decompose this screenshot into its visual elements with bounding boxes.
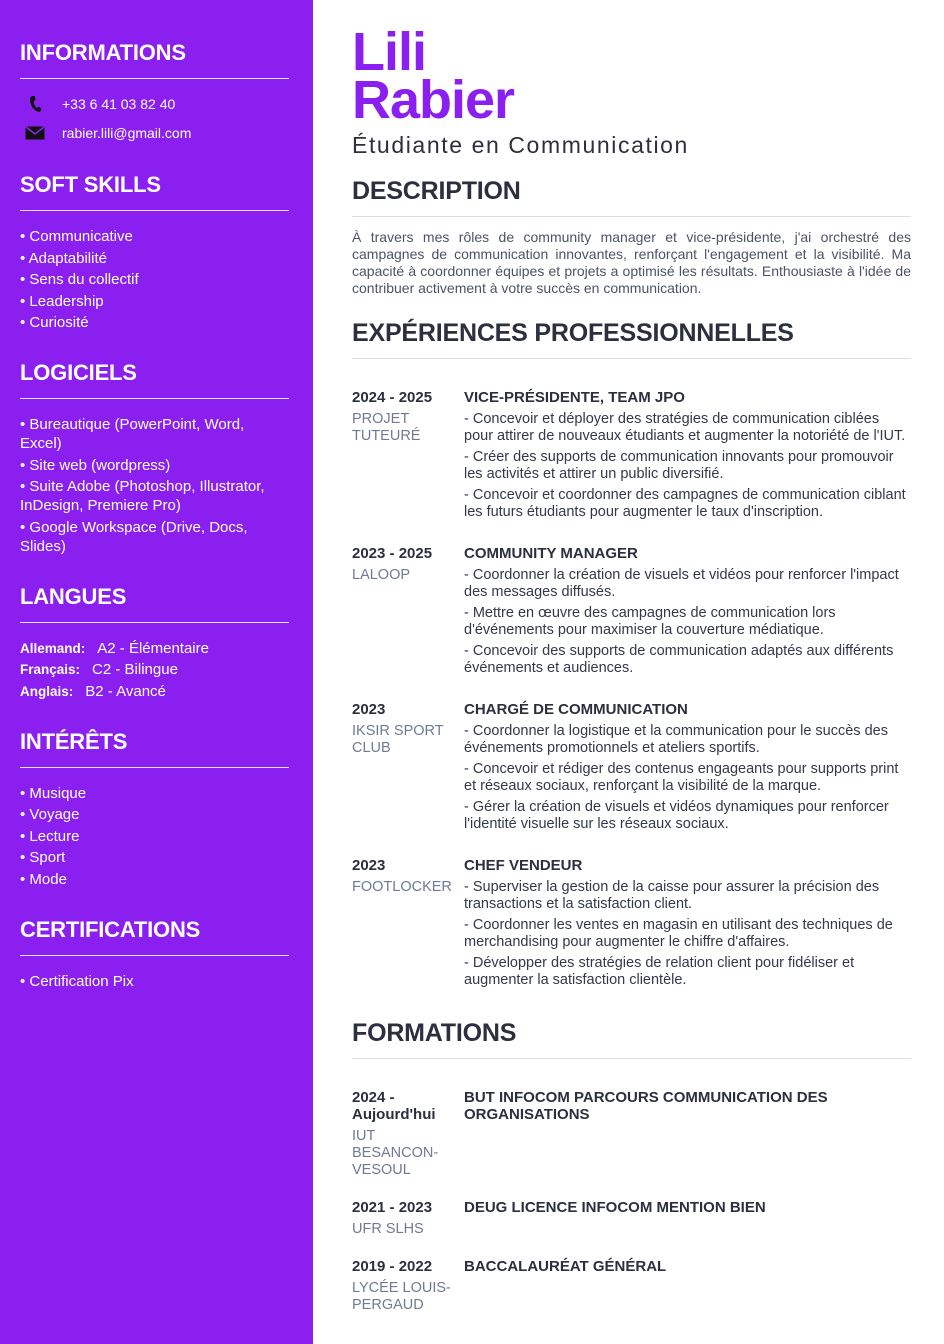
formations-section [352,1019,911,1314]
task-item: - Coordonner la création de visuels et vidéos pour renforcer l'impact des messages diffusés. [464,567,899,600]
phone-row [20,95,289,113]
list-item: • Communicative [20,228,133,245]
formation-org: IUT BESANCON-VESOUL [352,1128,439,1178]
formation-entry [352,1258,911,1314]
experience-role: COMMUNITY MANAGER [464,545,638,562]
formation-date: 2021 - 2023 [352,1199,433,1216]
list-item: • Voyage [20,806,80,823]
language-name: Français: [20,662,81,677]
language-row [20,639,289,658]
experience-list [352,389,911,993]
informations-section [20,40,289,142]
langues-title: LANGUES [20,584,289,623]
mail-icon [24,124,46,142]
task-item: - Concevoir des supports de communication adaptés aux différents événements et audiences. [464,643,894,676]
soft-skills-section [20,172,289,332]
description-title: DESCRIPTION [352,177,911,217]
language-row [20,682,289,701]
experience-role: VICE-PRÉSIDENTE, TEAM JPO [464,389,685,406]
task-item: - Concevoir et rédiger des contenus engageants pour supports print et réseaux sociaux, renforçant la visibilité de la marque. [464,761,899,794]
first-name: Lili [352,22,426,82]
soft-skills-list [20,227,289,332]
experience-org: FOOTLOCKER [352,879,452,895]
language-level: A2 - Élémentaire [97,639,209,657]
sidebar [0,0,313,1344]
formation-degree: BACCALAURÉAT GÉNÉRAL [464,1258,667,1275]
experience-entry [352,545,911,681]
logiciels-title: LOGICIELS [20,360,289,399]
list-item: • Google Workspace (Drive, Docs, Slides) [20,518,248,555]
list-item: • Leadership [20,292,104,310]
list-item: • Curiosité [20,314,89,331]
formation-degree: DEUG LICENCE INFOCOM MENTION BIEN [464,1199,766,1216]
language-level: B2 - Avancé [85,682,166,700]
experience-role: CHEF VENDEUR [464,857,583,874]
last-name: Rabier [352,70,515,130]
list-item: • Sport [20,849,66,866]
experience-date: 2023 [352,857,386,874]
experience-org: IKSIR SPORT CLUB [352,723,444,756]
task-item: - Concevoir et déployer des stratégies de communication ciblées pour attirer de nouveaux étudiants et augmenter la notoriété de l'IUT. [464,411,906,444]
logiciels-section [20,360,289,556]
experience-date: 2023 [352,701,386,718]
list-item: • Musique [20,784,87,802]
logiciels-list [20,415,289,556]
description-section [352,177,911,297]
task-item: - Créer des supports de communication innovants pour promouvoir les activités et attirer un public diversifié. [464,449,894,482]
formation-list [352,1089,911,1314]
list-item: • Mode [20,870,67,888]
description-text: À travers mes rôles de community manager et vice-présidente, j'ai orchestré des campagnes de communication innovantes, renforçant l'engagement et la visibilité. Ma capacité à coordonner équipes et projets a optimisé les résultats. Enthousiaste à l'idée de contribuer activement à votre succès en communication. [352,229,911,296]
formation-date: 2024 - Aujourd'hui [352,1089,436,1123]
list-item: • Sens du collectif [20,271,139,288]
task-item: - Superviser la gestion de la caisse pour assurer la précision des transactions et la satisfaction client. [464,879,880,912]
language-level: C2 - Bilingue [92,661,178,678]
formation-org: LYCÉE LOUIS-PERGAUD [352,1280,451,1313]
certifications-title: CERTIFICATIONS [20,917,289,956]
experience-entry [352,389,911,525]
language-name: Anglais: [20,683,74,699]
resume-header [352,22,911,159]
experiences-section [352,319,911,993]
experience-org: PROJET TUTEURÉ [352,411,421,444]
job-title: Étudiante en Communication [352,132,689,158]
list-item: • Certification Pix [20,972,134,990]
certifications-list [20,972,289,991]
interets-section [20,729,289,889]
task-item: - Gérer la création de visuels et vidéos dynamiques pour renforcer l'identité visuelle sur les réseaux sociaux. [464,799,889,832]
soft-skills-title: SOFT SKILLS [20,172,289,211]
experience-date: 2023 - 2025 [352,545,433,562]
interets-title: INTÉRÊTS [20,729,289,768]
experience-date: 2024 - 2025 [352,389,433,406]
task-item: - Coordonner la logistique et la communication pour le succès des événements promotionnels et ateliers sportifs. [464,723,888,756]
formation-org: UFR SLHS [352,1221,424,1237]
list-item: • Adaptabilité [20,249,107,267]
language-row [20,660,289,679]
certifications-section [20,917,289,991]
list-item: • Bureautique (PowerPoint, Word, Excel) [20,416,245,452]
phone-number[interactable]: +33 6 41 03 82 40 [62,96,176,112]
experience-role: CHARGÉ DE COMMUNICATION [464,701,688,718]
informations-title: INFORMATIONS [20,40,289,79]
list-item: • Site web (wordpress) [20,456,171,474]
formation-entry [352,1089,911,1179]
experience-org: LALOOP [352,567,411,583]
experiences-title: EXPÉRIENCES PROFESSIONNELLES [352,319,911,359]
experience-entry [352,857,911,993]
list-item: • Lecture [20,827,80,845]
task-item: - Mettre en œuvre des campagnes de communication lors d'événements pour maximiser la couverture médiatique. [464,605,836,638]
experience-entry [352,701,911,837]
list-item: • Suite Adobe (Photoshop, Illustrator, InDesign, Premiere Pro) [20,478,265,514]
task-item: - Coordonner les ventes en magasin en utilisant des techniques de merchandising pour augmenter le chiffre d'affaires. [464,917,893,950]
langues-section [20,584,289,701]
interets-list [20,784,289,889]
task-item: - Concevoir et coordonner des campagnes de communication ciblant les futurs étudiants pour augmenter le taux d'inscription. [464,487,906,520]
task-item: - Développer des stratégies de relation client pour fidéliser et augmenter la satisfaction clientèle. [464,955,855,988]
email-row [20,124,289,142]
email-address[interactable]: rabier.lili@gmail.com [62,125,192,141]
formation-degree: BUT INFOCOM PARCOURS COMMUNICATION DES ORGANISATIONS [464,1089,828,1123]
formations-title: FORMATIONS [352,1019,911,1059]
language-name: Allemand: [20,640,86,656]
formation-entry [352,1199,911,1238]
main-content [352,22,911,1334]
phone-icon [24,95,46,113]
formation-date: 2019 - 2022 [352,1258,433,1275]
